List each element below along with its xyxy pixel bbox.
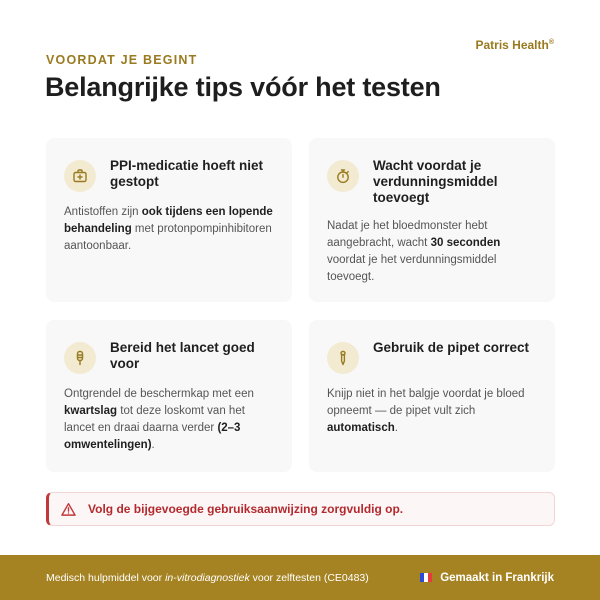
brand-logo <box>475 38 554 52</box>
stopwatch-icon <box>327 160 359 192</box>
brand-registered-mark: ® <box>548 39 554 46</box>
french-flag-icon <box>420 573 432 582</box>
tip-card-pipette <box>309 320 555 472</box>
tip-card-text <box>327 386 537 437</box>
body-text: . <box>394 422 398 434</box>
alert-text: Volg de bijgevoegde gebruiksaanwijzing zorgvuldig op. <box>88 502 404 516</box>
emphasis-text: ook tijdens een lopende behandeling <box>64 206 273 235</box>
emphasis-text: 30 seconden <box>430 237 501 249</box>
instructions-alert <box>46 492 555 526</box>
body-text: Antistoffen zijn <box>64 206 142 218</box>
pipette-icon <box>327 342 359 374</box>
tip-card-wait <box>309 138 555 302</box>
body-text: voordat je het verdunningsmiddel toevoegt. <box>327 254 497 283</box>
section-eyebrow: VOORDAT JE BEGINT <box>46 53 198 67</box>
body-text: met protonpompinhibitoren aantoonbaar. <box>64 223 272 252</box>
footer-notice-italic: in-vitrodiagnostiek <box>165 571 250 584</box>
tip-card-text <box>64 386 274 454</box>
footer-bar <box>0 555 600 600</box>
body-text: Nadat je het bloedmonster hebt aangebracht, wacht <box>327 220 488 249</box>
body-text: . <box>151 439 155 451</box>
emphasis-text: automatisch <box>327 422 395 434</box>
tip-card-text <box>327 218 537 286</box>
footer-origin-text: Gemaakt in Frankrijk <box>440 571 554 584</box>
footer-device-notice <box>46 572 369 584</box>
body-text: Knijp niet in het balgje voordat je bloed opneemt — de pipet vult zich <box>327 388 525 417</box>
tip-card-title: Gebruik de pipet correct <box>373 340 530 355</box>
footer-origin <box>420 572 554 584</box>
emphasis-text: (2–3 omwentelingen) <box>64 422 241 451</box>
lancet-icon <box>64 342 96 374</box>
body-text: tot deze loskomt van het lancet en draai daarna verder <box>64 405 245 434</box>
tip-card-ppi <box>46 138 292 302</box>
tip-card-lancet <box>46 320 292 472</box>
warning-triangle-icon <box>61 502 76 517</box>
tip-card-title: Bereid het lancet goed voor <box>110 340 255 371</box>
body-text: Ontgrendel de beschermkap met een <box>64 388 254 400</box>
page-title: Belangrijke tips vóór het testen <box>45 72 441 102</box>
tip-card-title: Wacht voordat je verdunningsmiddel toevoegt <box>373 158 498 205</box>
tip-card-title: PPI-medicatie hoeft niet gestopt <box>110 158 264 189</box>
footer-notice-part: Medisch hulpmiddel voor <box>46 571 166 584</box>
emphasis-text: kwartslag <box>64 405 118 417</box>
footer-notice-part: voor zelftesten (CE0483) <box>249 571 369 584</box>
brand-name: Patris Health <box>475 38 549 52</box>
first-aid-kit-icon <box>64 160 96 192</box>
tip-card-text <box>64 204 274 255</box>
